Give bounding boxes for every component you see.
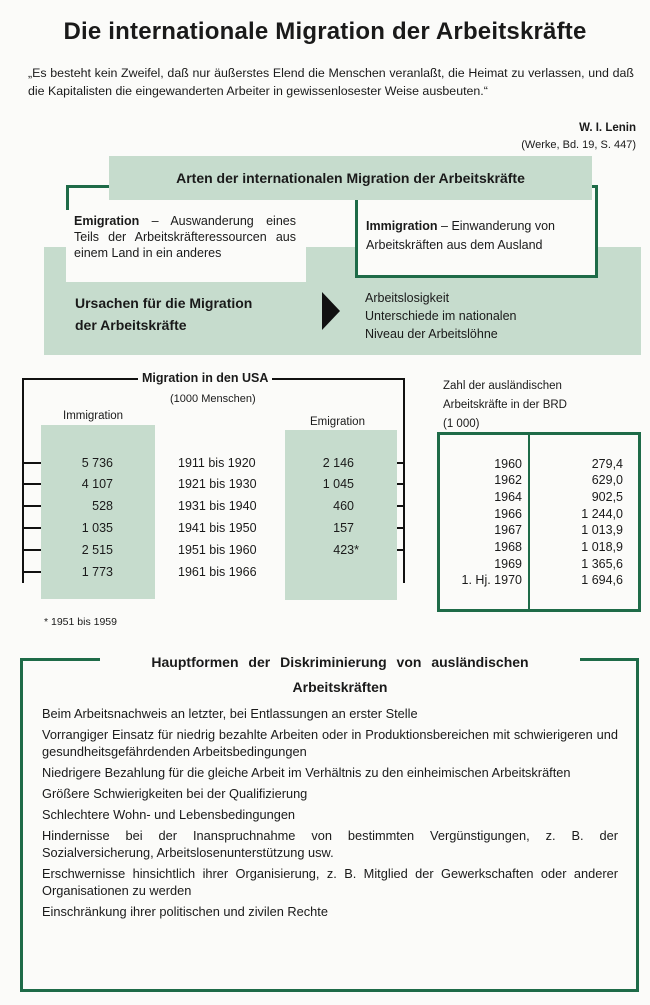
row-tick: [22, 527, 41, 529]
emigration-text: – Auswanderung eines Teils der Arbeitskräfteressourcen aus einem Land in ein anderes: [74, 214, 296, 260]
usa-immigration-header: Immigration: [63, 410, 124, 422]
brd-label: [443, 377, 567, 434]
usa-immigration-value: 528: [92, 499, 113, 513]
brd-value: 1 365,6: [581, 557, 623, 571]
brd-value: 1 694,6: [581, 573, 623, 587]
row-tick: [22, 483, 41, 485]
usa-subtitle: (1000 Menschen): [170, 393, 256, 405]
discrimination-list: [42, 705, 618, 924]
lenin-quote: „Es besteht kein Zweifel, daß nur äußerstes Elend die Menschen veranlaßt, die Heimat zu verlassen, und daß die Kapitalisten die eingewanderten Arbeiter in gewissenlosester Weise ausbeuten.“: [28, 66, 634, 98]
row-tick: [397, 505, 405, 507]
quote-author: W. I. Lenin: [579, 122, 636, 134]
usa-immigration-value: 1 035: [81, 521, 113, 535]
arrow-right-icon: [322, 292, 340, 330]
emigration-term: Emigration: [74, 214, 140, 228]
brd-year: 1962: [494, 473, 522, 487]
immigration-text: – Einwanderung von Arbeitskräften aus dem Ausland: [366, 219, 555, 252]
immigration-term: Immigration: [366, 219, 438, 233]
migration-types-heading: [109, 156, 592, 200]
brd-value: 1 018,9: [581, 540, 623, 554]
row-tick: [397, 549, 405, 551]
discrimination-item: Schlechtere Wohn- und Lebensbedingungen: [42, 807, 296, 822]
brd-year: 1969: [494, 557, 522, 571]
brd-year: 1967: [494, 523, 522, 537]
usa-period: 1951 bis 1960: [178, 543, 257, 557]
cause-item: Unterschiede im nationalen: [365, 309, 517, 323]
brd-value: 902,5: [591, 490, 623, 504]
usa-emigration-value: 157: [333, 521, 354, 535]
row-tick: [22, 462, 41, 464]
usa-period: 1911 bis 1920: [178, 456, 256, 470]
causes-label-line1: Ursachen für die Migration: [75, 295, 253, 311]
row-tick: [22, 505, 41, 507]
brd-year: 1. Hj. 1970: [461, 573, 522, 587]
usa-immigration-value: 2 515: [81, 543, 113, 557]
discrimination-item: Größere Schwierigkeiten bei der Qualifizierung: [42, 786, 308, 801]
brd-value: 279,4: [591, 457, 623, 471]
usa-immigration-value: 1 773: [81, 565, 113, 579]
usa-emigration-value: 1 045: [322, 477, 354, 491]
usa-period: 1921 bis 1930: [178, 477, 257, 491]
usa-emigration-header: Emigration: [310, 416, 365, 428]
causes-label: [75, 292, 252, 336]
brd-year: 1960: [494, 457, 522, 471]
discrimination-item: Einschränkung ihrer politischen und zivilen Rechte: [42, 904, 328, 919]
brd-value: 629,0: [591, 473, 623, 487]
usa-period: 1941 bis 1950: [178, 521, 257, 535]
row-tick: [397, 527, 405, 529]
discrimination-item: Vorrangiger Einsatz für niedrig bezahlte Arbeiten oder in Produktionsbereichen mit schwierigeren und gesundheitsgefährdenden Arbeitsbedingungen: [42, 727, 618, 759]
discrimination-title: [100, 650, 580, 700]
usa-immigration-value: 4 107: [81, 477, 113, 491]
row-tick: [397, 462, 405, 464]
discrimination-item: Beim Arbeitsnachweis an letzter, bei Entlassungen an erster Stelle: [42, 706, 418, 721]
row-tick: [22, 549, 41, 551]
usa-period: 1931 bis 1940: [178, 499, 257, 513]
brd-value: 1 244,0: [581, 507, 623, 521]
row-tick: [397, 483, 405, 485]
discrimination-item: Erschwernisse hinsichtlich ihrer Organisierung, z. B. Mitglied der Gewerkschaften oder anderer Organisationen zu werden: [42, 866, 618, 898]
quote-source: (Werke, Bd. 19, S. 447): [521, 139, 636, 151]
discrimination-item: Hindernisse bei der Inanspruchnahme von bestimmten Vergünstigungen, z. B. der Sozialversicherung, Arbeitslosenunterstützung usw.: [42, 828, 618, 860]
immigration-definition: [366, 217, 591, 255]
usa-period: 1961 bis 1966: [178, 565, 257, 579]
brd-year: 1964: [494, 490, 522, 504]
discrimination-title-line2: Arbeitskräften: [292, 679, 388, 695]
cause-item: Niveau der Arbeitslöhne: [365, 327, 498, 341]
usa-emigration-value: 460: [333, 499, 354, 513]
brd-label-line2: Arbeitskräfte in der BRD: [443, 399, 567, 411]
usa-emigration-value: 423*: [333, 543, 359, 557]
usa-title: Migration in den USA: [138, 371, 272, 385]
brd-divider: [528, 432, 530, 612]
brd-year: 1966: [494, 507, 522, 521]
brd-year: 1968: [494, 540, 522, 554]
brd-label-line3: (1 000): [443, 418, 480, 430]
causes-label-line2: der Arbeitskräfte: [75, 317, 187, 333]
brd-label-line1: Zahl der ausländischen: [443, 380, 562, 392]
discrimination-title-line1: Hauptformen der Diskriminierung von ausländischen: [151, 654, 529, 670]
usa-footnote: * 1951 bis 1959: [44, 616, 117, 628]
causes-list: [365, 289, 516, 343]
discrimination-item: Niedrigere Bezahlung für die gleiche Arbeit im Verhältnis zu den einheimischen Arbeitskräften: [42, 765, 571, 780]
migration-types-heading-text: Arten der internationalen Migration der Arbeitskräfte: [176, 170, 525, 186]
emigration-definition: [74, 213, 296, 261]
usa-emigration-value: 2 146: [322, 456, 354, 470]
row-tick: [22, 571, 41, 573]
brd-value: 1 013,9: [581, 523, 623, 537]
cause-item: Arbeitslosigkeit: [365, 291, 450, 305]
page-title: Die internationale Migration der Arbeitskräfte: [63, 18, 587, 45]
usa-immigration-value: 5 736: [81, 456, 113, 470]
